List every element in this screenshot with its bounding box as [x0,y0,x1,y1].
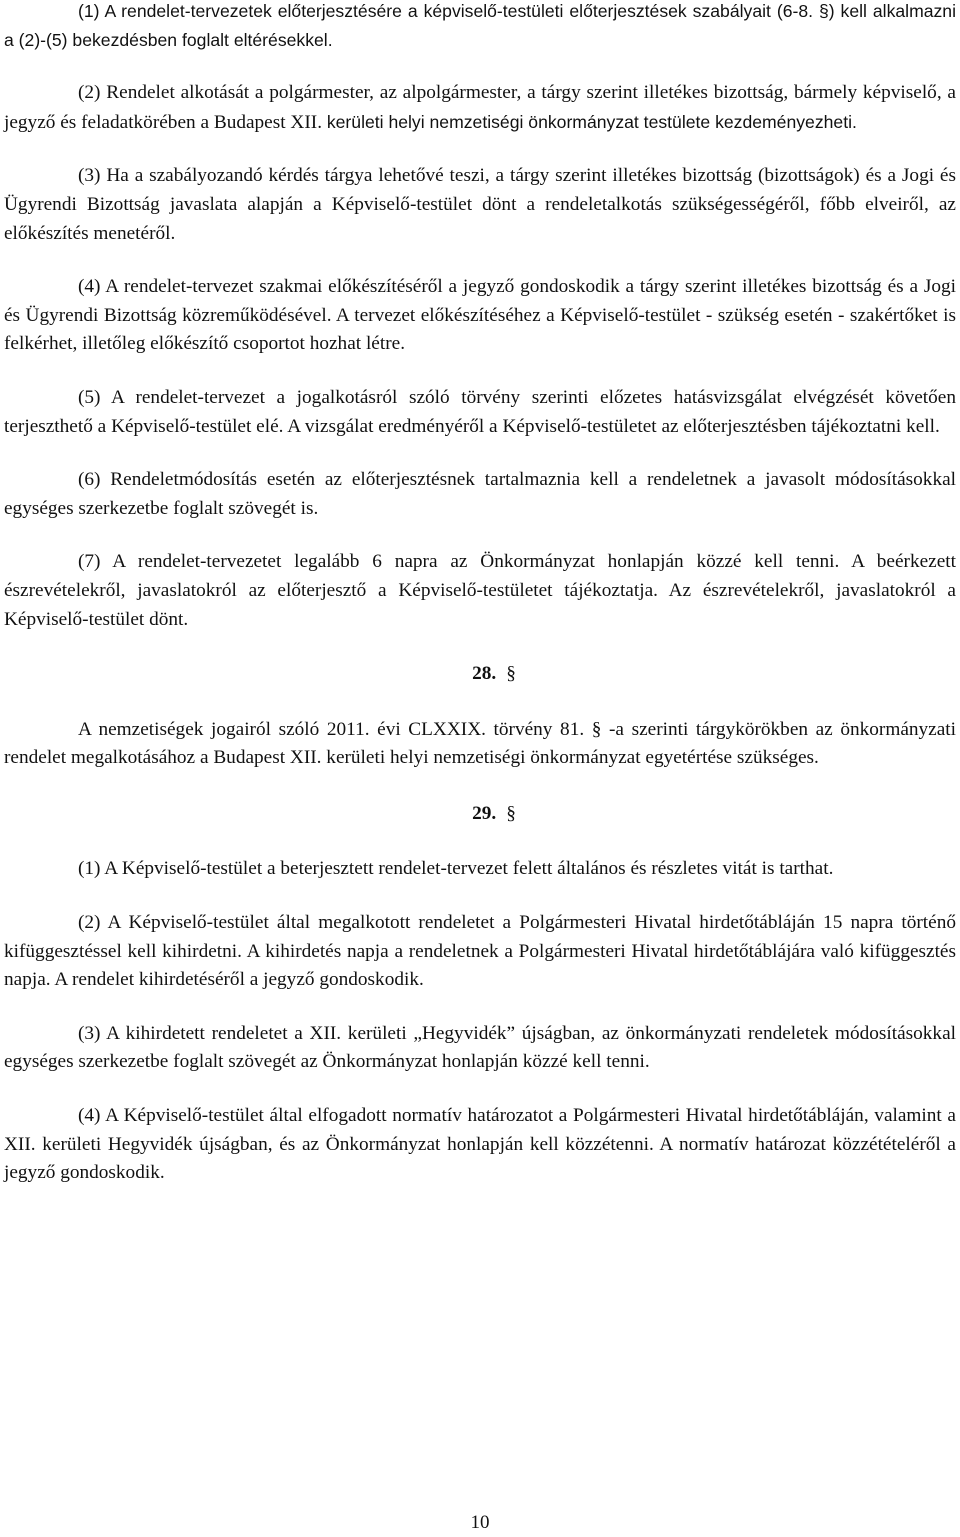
section-28-number: 28. [472,663,497,685]
paragraph-4: (4) A rendelet-tervezet szakmai előkészítéséről a jegyző gondoskodik a tárgy szerint illetékes bizottság és a Jogi és Ügyrendi Bizottság közreműködésével. A tervezet előkészítéséhez a Képviselő-testület - szükség esetén - szakértőket is felkérhet, illetőleg előkészítő csoportot hozhat létre. [4,276,956,355]
section-29-paragraph-3: (3) A kihirdetett rendeletet a XII. kerületi „Hegyvidék” újságban, az önkormányzati rendeletek módosításokkal egységes szerkezetbe foglalt szövegét az Önkormányzat honlapján közzé kell tenni. [4,1022,956,1073]
section-sign-icon: § [506,663,516,685]
document-page [4,0,956,1188]
section-28-heading [4,660,956,689]
section-29-heading [4,800,956,829]
paragraph-1: (1) A rendelet-tervezetek előterjesztésére a képviselő-testületi előterjesztések szabályait (6-8. §) kell alkalmazni a (2)-(5) bekezdésben foglalt eltérésekkel. [4,1,956,50]
paragraph-6: (6) Rendeletmódosítás esetén az előterjesztésnek tartalmaznia kell a rendeletnek a javasolt módosításokkal egységes szerkezetbe foglalt szövegét is. [4,469,956,519]
section-29-number: 29. [472,802,497,824]
section-29-paragraph-4: (4) A Képviselő-testület által elfogadott normatív határozatot a Polgármesteri Hivatal hirdetőtábláján, valamint a XII. kerületi Hegyvidék újságban, és az Önkormányzat honlapján kell közzétenni. A normatív határozat közzétételéről a jegyző gondoskodik. [4,1105,956,1184]
section-29-paragraph-1: (1) A Képviselő-testület a beterjesztett rendelet-tervezet felett általános és részletes vitát is tarthat. [78,858,834,880]
paragraph-7: (7) A rendelet-tervezetet legalább 6 napra az Önkormányzat honlapján közzé kell tenni. A beérkezett észrevételekről, javaslatokról az előterjesztő a Képviselő-testületet tájékoztatja. Az észrevételekről, javaslatokról a Képviselő-testület dönt. [4,551,956,630]
paragraph-3: (3) Ha a szabályozandó kérdés tárgya lehetővé teszi, a tárgy szerint illetékes bizottság (bizottságok) és a Jogi és Ügyrendi Bizottság javaslata alapján a Képviselő-testület dönt a rendeletalkotás szükségességéről, főbb elveiről, az előkészítés menetéről. [4,165,956,244]
paragraph-2-sans-part: kerületi helyi nemzetiségi önkormányzat testülete kezdeményezheti. [326,111,857,132]
section-28-text: A nemzetiségek jogairól szóló 2011. évi CLXXIX. törvény 81. § -a szerinti tárgykörökben az önkormányzati rendelet megalkotásához a Budapest XII. kerületi helyi nemzetiségi önkormányzat egyetértése szükséges. [4,718,956,769]
section-29-paragraph-2: (2) A Képviselő-testület által megalkotott rendeletet a Polgármesteri Hivatal hirdetőtábláján 15 napra történő kifüggesztéssel kell kihirdetni. A kihirdetés napja a rendeletnek a Polgármesteri Hivatal hirdetőtáblájára való kifüggesztés napja. A rendelet kihirdetéséről a jegyző gondoskodik. [4,912,956,991]
paragraph-2 [4,79,956,137]
section-sign-icon: § [506,802,516,824]
paragraph-2-serif-part: (2) Rendelet alkotását a polgármester, az alpolgármester, a tárgy szerint illetékes bizottság, bármely képviselő, a jegyző és feladatkörében a Budapest XII. [4,82,956,133]
page-number: 10 [470,1512,490,1533]
paragraph-5: (5) A rendelet-tervezet a jogalkotásról szóló törvény szerinti előzetes hatásvizsgálat elvégzését követően terjeszthető a Képviselő-testület elé. A vizsgálat eredményéről a Képviselő-testületet az előterjesztésben tájékoztatni kell. [4,386,956,437]
